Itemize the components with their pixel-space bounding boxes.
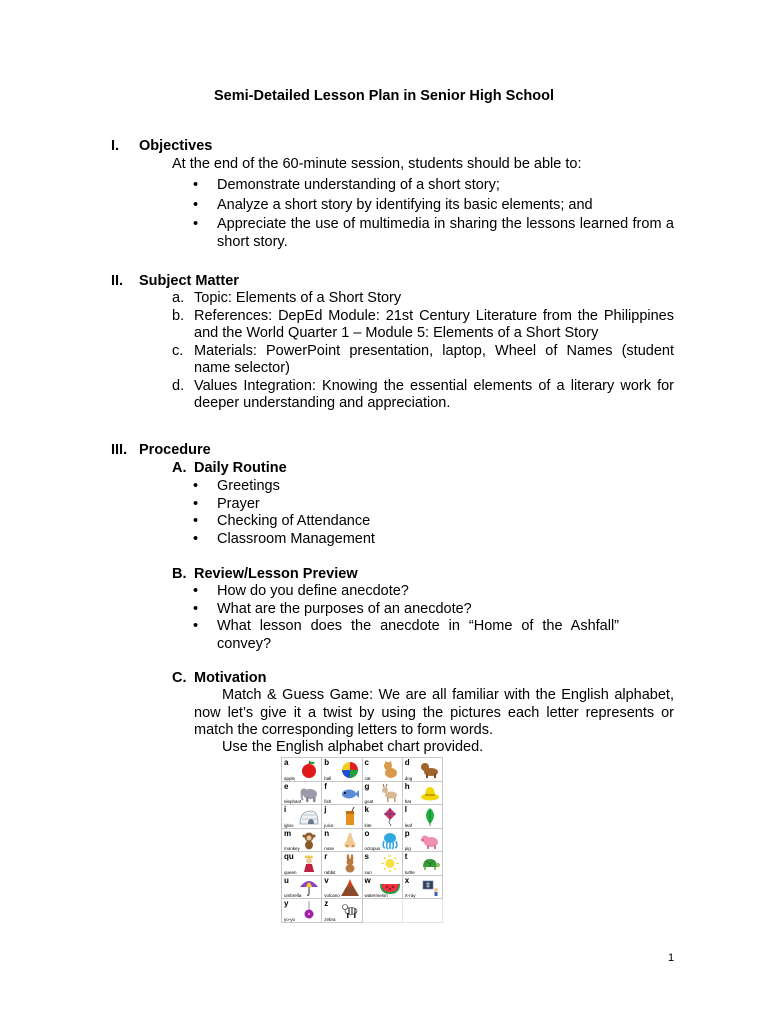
rabbit-icon bbox=[340, 854, 360, 873]
juice-icon bbox=[340, 807, 360, 826]
chart-cell-empty bbox=[402, 899, 442, 923]
turtle-icon bbox=[420, 854, 440, 873]
objectives-heading: I. Objectives bbox=[111, 138, 213, 154]
list-item: a. Topic: Elements of a Short Story bbox=[172, 290, 402, 306]
umbrella-icon bbox=[299, 878, 319, 897]
list-item: • How do you define anecdote? bbox=[193, 583, 619, 601]
chart-cell-m: m monkey bbox=[282, 828, 322, 852]
review-list bbox=[193, 583, 619, 653]
volcano-icon bbox=[340, 878, 360, 897]
chart-cell-h: h hat bbox=[402, 781, 442, 805]
chart-cell-w: w watermelon bbox=[362, 875, 402, 899]
list-item: b. References: DepEd Module: 21st Century Literature from the Philippines and the World Quarter 1 – Module 5: Elements of a Short Story bbox=[172, 307, 674, 341]
list-item: • Demonstrate understanding of a short story; bbox=[193, 177, 674, 195]
list-item: • Appreciate the use of multimedia in sharing the lessons learned from a short story. bbox=[193, 216, 674, 251]
monkey-icon bbox=[299, 831, 319, 850]
objectives-list bbox=[193, 177, 674, 251]
list-item: • What lesson does the anecdote in “Home of the Ashfall” convey? bbox=[193, 618, 619, 653]
chart-cell-z: z zebra bbox=[322, 899, 362, 923]
elephant-icon bbox=[299, 784, 319, 803]
subject-matter-list bbox=[172, 290, 674, 413]
chart-cell-x: x X-ray bbox=[402, 875, 442, 899]
chart-cell-i: i igloo bbox=[282, 805, 322, 829]
list-item: • Prayer bbox=[193, 496, 493, 514]
list-item: • Analyze a short story by identifying its basic elements; and bbox=[193, 197, 674, 215]
zebra-icon bbox=[340, 901, 360, 920]
list-item: • Greetings bbox=[193, 478, 493, 496]
procedure-heading: III. Procedure bbox=[111, 442, 211, 458]
page-title: Semi-Detailed Lesson Plan in Senior High School bbox=[213, 88, 554, 104]
cat-icon bbox=[380, 760, 400, 779]
chart-cell-o: o octopus bbox=[362, 828, 402, 852]
fish-icon bbox=[340, 784, 360, 803]
chart-cell-l: l leaf bbox=[402, 805, 442, 829]
alphabet-chart bbox=[281, 757, 443, 923]
octopus-icon bbox=[380, 831, 400, 850]
chart-cell-v: v volcano bbox=[322, 875, 362, 899]
motivation-heading: C. Motivation bbox=[172, 670, 267, 686]
chart-cell-n: n nose bbox=[322, 828, 362, 852]
objectives-intro: At the end of the 60-minute session, students should be able to: bbox=[172, 156, 582, 172]
chart-cell-f: f fish bbox=[322, 781, 362, 805]
chart-cell-t: t turtle bbox=[402, 852, 442, 876]
chart-cell-qu: qu queen bbox=[282, 852, 322, 876]
chart-cell-p: p pig bbox=[402, 828, 442, 852]
chart-cell-k: k kite bbox=[362, 805, 402, 829]
sun-icon bbox=[380, 854, 400, 873]
list-item: • Classroom Management bbox=[193, 531, 493, 549]
list-item: • What are the purposes of an anecdote? bbox=[193, 601, 619, 619]
chart-cell-u: u umbrella bbox=[282, 875, 322, 899]
leaf-icon bbox=[420, 807, 440, 826]
chart-cell-c: c cat bbox=[362, 758, 402, 782]
daily-routine-heading: A. Daily Routine bbox=[172, 460, 287, 476]
motivation-paragraph: Match & Guess Game: We are all familiar with the English alphabet, now let’s give it a twist by using the pictures each letter represents or match the corresponding letters to form words. bbox=[194, 687, 674, 738]
queen-icon bbox=[299, 854, 319, 873]
motivation-instruction: Use the English alphabet chart provided. bbox=[222, 739, 484, 755]
chart-cell-b: b ball bbox=[322, 758, 362, 782]
page-number: 1 bbox=[668, 952, 675, 964]
chart-cell-g: g goat bbox=[362, 781, 402, 805]
apple-icon bbox=[299, 760, 319, 779]
chart-cell-s: s sun bbox=[362, 852, 402, 876]
list-item: • Checking of Attendance bbox=[193, 513, 493, 531]
chart-cell-d: d dog bbox=[402, 758, 442, 782]
daily-routine-list bbox=[193, 478, 493, 548]
list-item: c. Materials: PowerPoint presentation, laptop, Wheel of Names (student name selector) bbox=[172, 342, 674, 376]
dog-icon bbox=[420, 760, 440, 779]
ball-icon bbox=[340, 760, 360, 779]
yo-yo-icon bbox=[299, 901, 319, 920]
chart-cell-y: y yo-yo bbox=[282, 899, 322, 923]
pig-icon bbox=[420, 831, 440, 850]
review-heading: B. Review/Lesson Preview bbox=[172, 566, 358, 582]
goat-icon bbox=[380, 784, 400, 803]
igloo-icon bbox=[299, 807, 319, 826]
chart-cell-j: j juice bbox=[322, 805, 362, 829]
chart-cell-r: r rabbit bbox=[322, 852, 362, 876]
x-ray-icon bbox=[420, 878, 440, 897]
list-item: d. Values Integration: Knowing the essential elements of a literary work for deeper understanding and appreciation. bbox=[172, 377, 674, 411]
subject-matter-heading: II. Subject Matter bbox=[111, 273, 239, 289]
kite-icon bbox=[380, 807, 400, 826]
chart-cell-empty bbox=[362, 899, 402, 923]
chart-cell-a: a apple bbox=[282, 758, 322, 782]
chart-cell-e: e elephant bbox=[282, 781, 322, 805]
watermelon-icon bbox=[380, 878, 400, 897]
nose-icon bbox=[340, 831, 360, 850]
hat-icon bbox=[420, 784, 440, 803]
